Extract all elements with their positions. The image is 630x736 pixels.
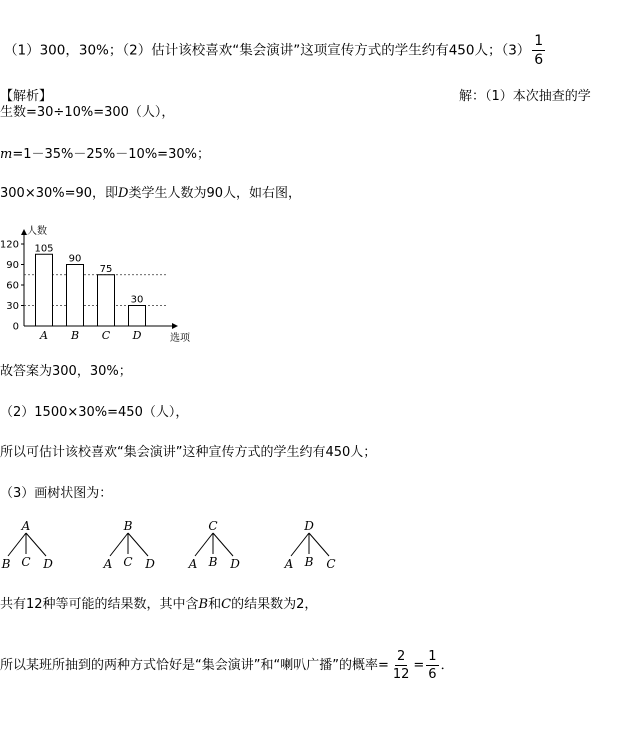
bar-value-label: 30	[130, 294, 144, 306]
tree-leaf: B	[304, 555, 314, 569]
tree-leaf: C	[326, 557, 336, 571]
solution-head: 解：（1）本次抽查的学	[459, 89, 591, 104]
m-line	[0, 146, 210, 164]
prob-eq: =	[413, 658, 425, 673]
y-axis-label: 人数	[27, 226, 47, 237]
students-line: 生数=30÷10%=300（人），	[0, 105, 175, 120]
tree-leaf: C	[123, 555, 133, 569]
prob-text: 所以某班所抽到的两种方式恰好是“集会演讲”和“喇叭广播”的概率=	[0, 658, 389, 673]
bar-chart	[0, 222, 200, 346]
m-expression: =1－35%－25%－10%=30%；	[12, 147, 210, 162]
count-pre: 共有12种等可能的结果数，其中含	[0, 597, 199, 612]
tree-branch	[213, 533, 233, 556]
prob-frac1-den: 12	[392, 667, 410, 682]
tree-b	[103, 519, 156, 571]
y-tick-label: 30	[6, 301, 19, 312]
part2-line: （2）1500×30%=450（人），	[0, 405, 189, 420]
answer1-line: 故答案为300，30%；	[0, 364, 132, 379]
d-line-post: 类学生人数为90人，如右图，	[128, 186, 302, 201]
bar-value-label: 90	[68, 253, 82, 265]
tree-branch	[195, 533, 213, 556]
y-tick-label: 0	[12, 321, 19, 333]
count-var-b: B	[198, 597, 209, 612]
count-post: 的结果数为2，	[231, 597, 318, 612]
prob-frac2-den: 6	[428, 667, 437, 682]
tree-branch	[110, 533, 128, 556]
count-var-c: C	[221, 597, 232, 612]
tree-c	[188, 519, 241, 571]
count-mid: 和	[208, 597, 222, 612]
y-tick-label: 60	[6, 280, 19, 292]
tree-root: A	[21, 519, 31, 533]
tree-branch	[128, 533, 148, 556]
part3-line: （3）画树状图为：	[0, 486, 113, 501]
prob-fraction-2	[426, 650, 438, 681]
bar	[67, 265, 84, 327]
tree-root: B	[123, 519, 133, 533]
tree-root: C	[208, 519, 218, 533]
d-line-pre: 300×30%=90，即	[0, 186, 119, 201]
tree-leaf: D	[230, 557, 240, 571]
x-axis-arrow	[172, 323, 178, 329]
tree-branch	[291, 533, 309, 556]
tree-leaf: D	[145, 557, 155, 571]
category-label: D	[132, 329, 142, 342]
answer-fraction	[532, 34, 545, 67]
tree-d	[284, 519, 336, 571]
prob-fraction-1	[391, 650, 412, 681]
count-line	[0, 596, 317, 614]
x-axis-label: 选项	[170, 333, 190, 344]
bar	[98, 275, 115, 326]
tree-leaf: B	[1, 557, 11, 571]
answer-frac-num: 1	[534, 33, 544, 49]
analysis-label: 【解析】	[0, 89, 53, 104]
probability-line	[0, 650, 454, 681]
tree-leaf: A	[188, 557, 198, 571]
m-variable: m	[0, 147, 13, 162]
y-tick-label: 120	[0, 239, 19, 251]
answer-line	[4, 34, 547, 67]
tree-root: D	[304, 519, 314, 533]
prob-frac2-num: 1	[428, 649, 437, 664]
bar	[36, 254, 53, 326]
tree-branch	[26, 533, 46, 556]
d-line	[0, 185, 301, 203]
prob-end: ．	[440, 658, 454, 673]
tree-a	[1, 519, 54, 571]
tree-leaf: A	[284, 557, 294, 571]
bar-value-label: 105	[34, 243, 54, 255]
tree-leaf: A	[103, 557, 113, 571]
prob-frac1-num: 2	[396, 649, 406, 664]
category-label: A	[40, 329, 48, 342]
tree-leaf: D	[43, 557, 53, 571]
estimate-line: 所以可估计该校喜欢“集会演讲”这种宣传方式的学生约有450人；	[0, 445, 377, 460]
bar	[129, 306, 146, 327]
category-label: B	[70, 329, 80, 342]
tree-leaf: C	[21, 555, 31, 569]
answer-frac-den: 6	[534, 52, 544, 68]
y-tick-label: 90	[6, 260, 19, 271]
d-variable: D	[118, 186, 129, 201]
tree-branch	[309, 533, 329, 556]
answer-text: （1）300，30%；（2）估计该校喜欢“集会演讲”这项宣传方式的学生约有450人；（3）	[4, 42, 531, 59]
category-label: C	[101, 329, 111, 342]
tree-branch	[8, 533, 26, 556]
bar-value-label: 75	[99, 263, 113, 275]
tree-leaf: B	[208, 555, 218, 569]
tree-diagrams	[0, 516, 360, 582]
